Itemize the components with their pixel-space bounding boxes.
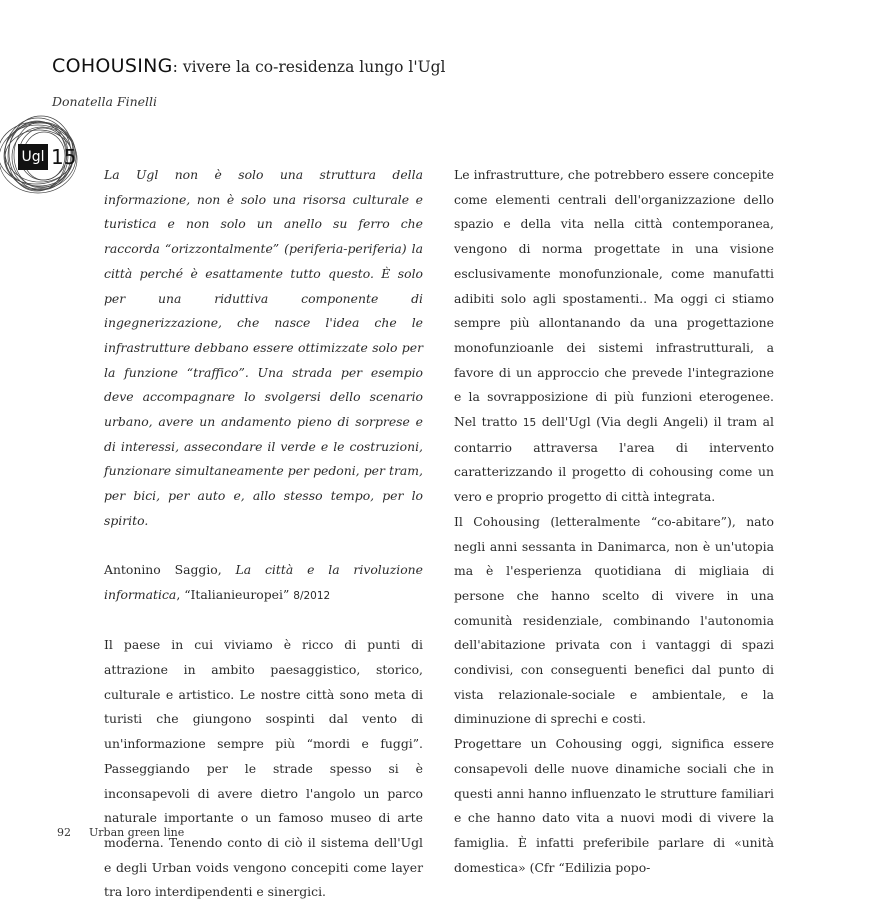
page-footer (57, 826, 184, 839)
citation-author: Antonino Saggio, (104, 562, 236, 578)
title-subtitle: : vivere la co-residenza lungo l'Ugl (172, 58, 446, 76)
segment-ref-number: 15 (522, 417, 537, 430)
ugl-badge: Ugl (18, 144, 48, 170)
article-title (52, 54, 446, 79)
intro-paragraph: Il paese in cui viviamo è ricco di punti di attrazione in ambito paesaggistico, storico, culturale e artistico. Le nostre città sono meta di turisti che giungono sospinti dal vento di un'informazione sempre più “mordi e fuggi”. Passeggiando per le strade spesso si è inconsapevoli di avere dietro l'angolo un parco naturale importante o un famoso museo di arte moderna. Tenendo conto di ciò il sistema dell'Ugl e degli Urban voids vengono concepiti come layer tra loro interdipendenti e sinergici. (104, 637, 423, 900)
author-name: Donatella Finelli (52, 94, 158, 109)
paragraph-text: dell'Ugl (Via degli Angeli) il tram al contarrio attraversa l'area di intervento caratterizzando il progetto di cohousing come un vero e proprio progetto di città integrata. (454, 414, 774, 505)
epigraph-quote: La Ugl non è solo una struttura della informazione, non è solo una risorsa culturale e turistica e non solo un anello su ferro che raccorda “orizzontalmente” (periferia-periferia) la città perché è esattamente tutto questo. È solo per una riduttiva componente di ingegnerizzazione, che nasce l'idea che le infrastrutture debbano essere ottimizzate solo per la funzione “traffico”. Una strada per esempio deve accompagnare lo svolgersi dello scenario urbano, avere un andamento pieno di sorprese e di interessi, assecondare il verde e le costruzioni, funzionare simultaneamente per pedoni, per tram, per bici, per auto e, allo stesso tempo, per lo spirito. (104, 167, 423, 528)
citation-date: 8/2012 (293, 589, 331, 602)
paragraph-infrastructure (454, 163, 774, 510)
left-column (104, 163, 423, 905)
page-number: 92 (57, 826, 71, 839)
paragraph-text: Le infrastrutture, che potrebbero essere concepite come elementi centrali dell'organizzazione dello spazio e della vita nella città contemporanea, vengono di norma progettate in una visione esclusivamente monofunzionale, come manufatti adibiti solo agli spostamenti.. Ma oggi ci stiamo sempre più allontanando da una progettazione monofunzioanle dei sistemi infrastrutturali, a favore di un approccio che prevede l'integrazione e la sovrapposizione di più funzioni eterogenee. Nel tratto (454, 167, 774, 430)
paragraph-project: Progettare un Cohousing oggi, significa essere consapevoli delle nuove dinamiche sociali che in questi anni hanno influenzato le strutture familiari e che hanno dato vita a nuovi modi di vivere la famiglia. È infatti preferibile parlare di «unità domestica» (Cfr “Edilizia popo- (454, 736, 774, 875)
citation-title: La città e la rivoluzione informatica (104, 562, 423, 602)
section-name: Urban green line (89, 826, 185, 839)
citation (104, 558, 423, 608)
right-column (454, 163, 774, 880)
citation-source: , “Italianieuropei” (176, 586, 294, 602)
paragraph-cohousing: Il Cohousing (letteralmente “co-abitare”), nato negli anni sessanta in Danimarca, non è un'utopia ma è l'esperienza quotidiana di migliaia di persone che hanno scelto di vivere in una comunità residenziale, combinando l'autonomia dell'abitazione privata con i vantaggi di spazi condivisi, con conseguenti benefici dal punto di vista relazionale-sociale e ambientale, e la diminuzione di sprechi e costi. (454, 513, 774, 727)
title-keyword: COHOUSING (52, 55, 173, 77)
segment-number: 15 (51, 145, 77, 169)
